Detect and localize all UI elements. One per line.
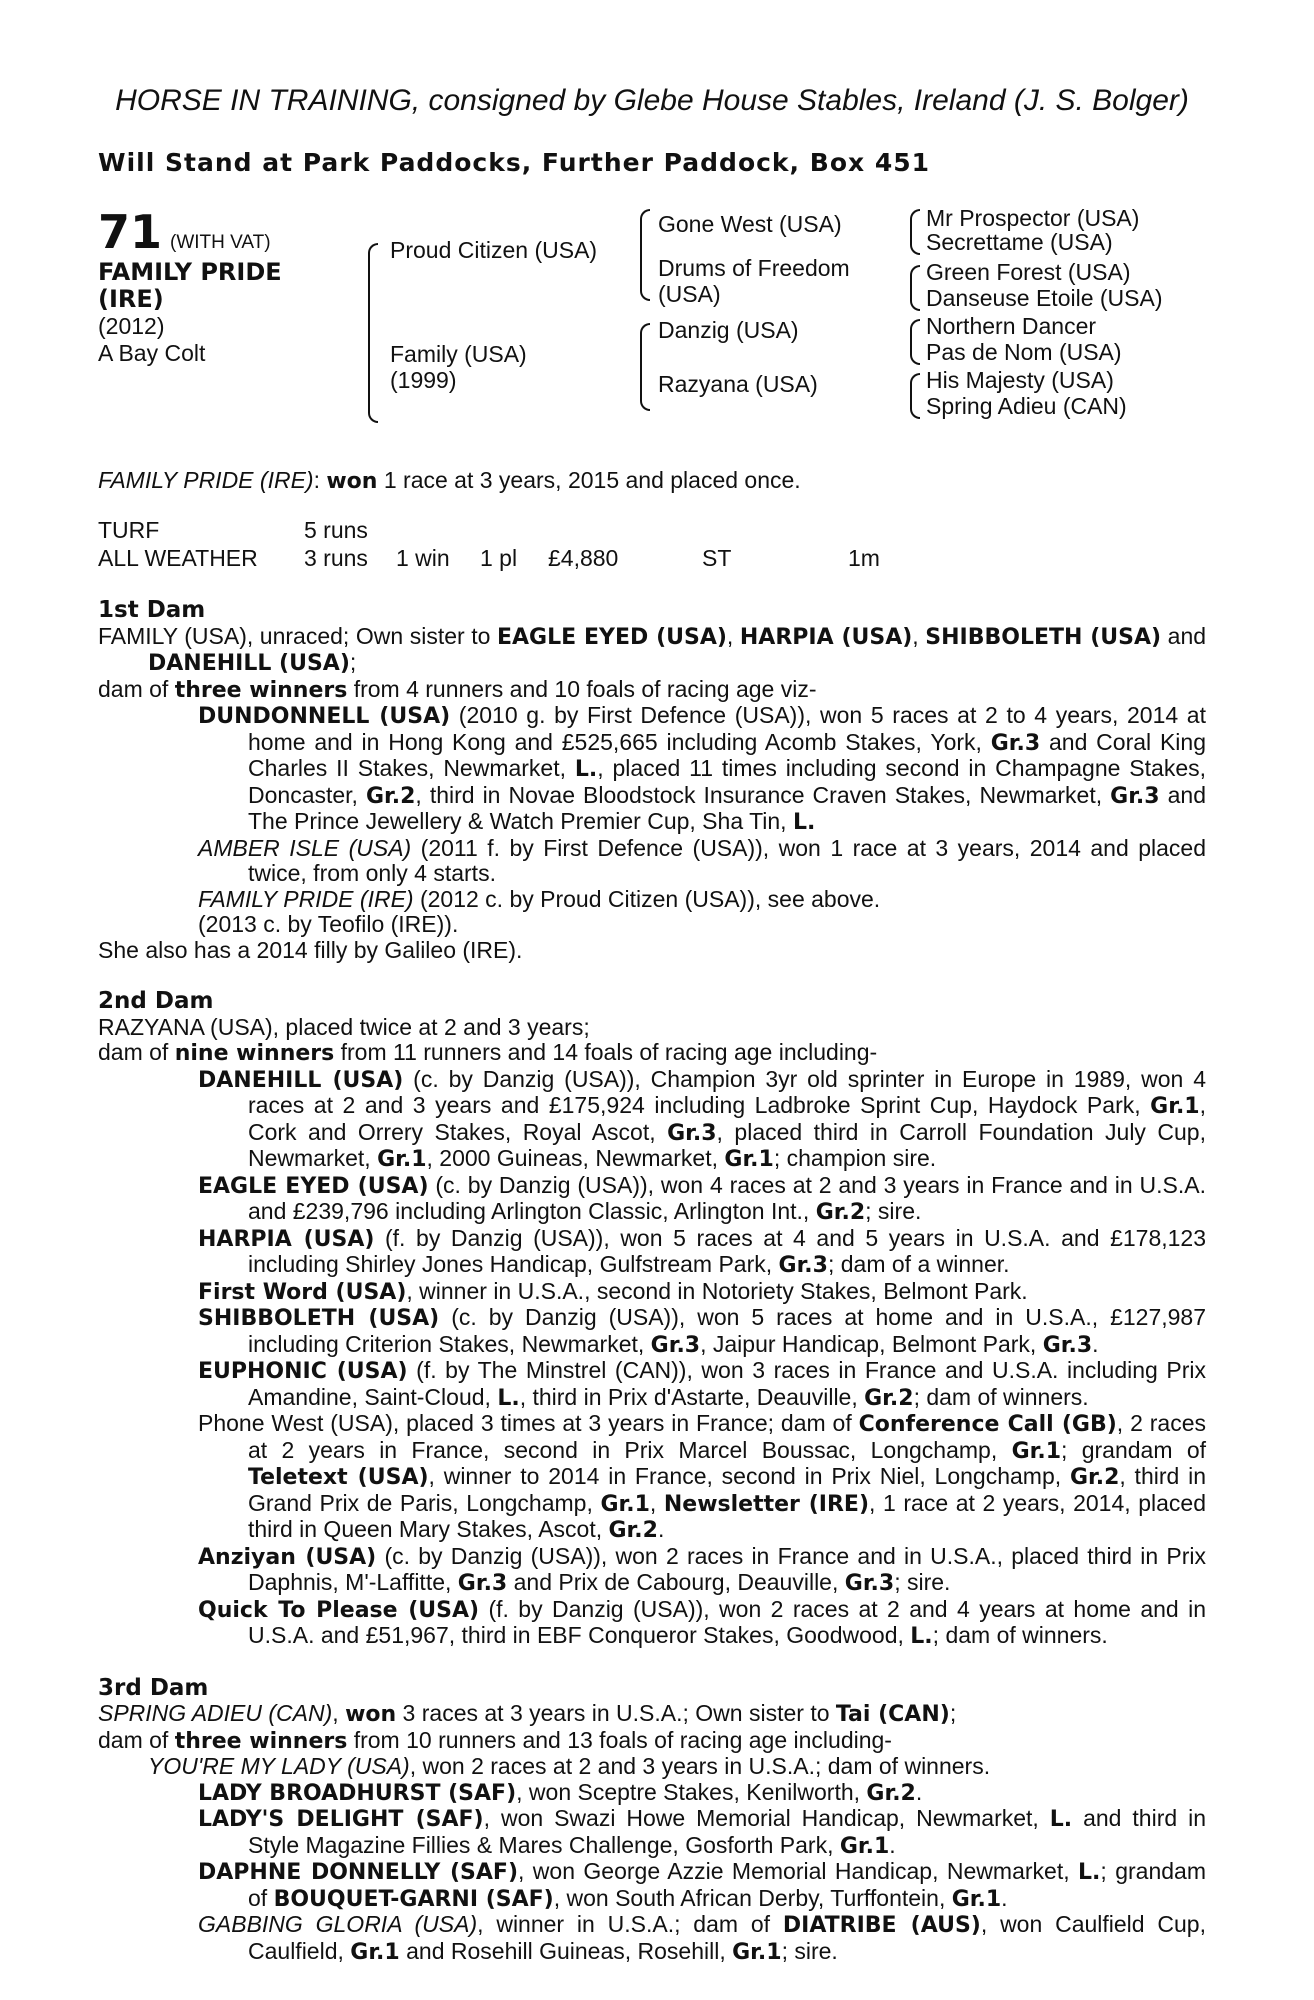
progeny-harpia: HARPIA (USA) (f. by Danzig (USA)), won 5 races at 4 and 5 years in U.S.A. and £178,123 including Shirley Jones Handicap, Gulfstream Park, Gr.3; dam of a winner. — [198, 1224, 1206, 1278]
bracket-gen1 — [368, 243, 378, 423]
progeny-ladys-delight: LADY'S DELIGHT (SAF), won Swazi Howe Memorial Handicap, Newmarket, L. and third in Style Magazine Fillies & Mares Challenge, Gosforth Park, Gr.1. — [198, 1805, 1206, 1859]
progeny-shibboleth: SHIBBOLETH (USA) (c. by Danzig (USA)), won 5 races at home and in U.S.A., £127,987 including Criterion Stakes, Newmarket, Gr.3, Jaipur Handicap, Belmont Park, Gr.3. — [198, 1304, 1207, 1358]
race-record: FAMILY PRIDE (IRE): won 1 race at 3 years, 2015 and placed once. — [98, 467, 801, 494]
bracket-gen2-sire — [640, 209, 650, 301]
gen3-6: Pas de Nom (USA) — [926, 339, 1122, 365]
progeny-euphonic: EUPHONIC (USA) (f. by The Minstrel (CAN)), won 3 races in France and U.S.A. including Prix Amandine, Saint-Cloud, L., third in Prix d'Astarte, Deauville, Gr.2; dam of winners. — [198, 1357, 1206, 1411]
third-dam-intro: SPRING ADIEU (CAN), won 3 races at 3 years in U.S.A.; Own sister to Tai (CAN); — [98, 1700, 957, 1727]
second-dam-produce: dam of nine winners from 11 runners and 14 foals of racing age including- — [98, 1039, 878, 1066]
third-dam-heading: 3rd Dam — [98, 1674, 209, 1701]
pedigree-table — [98, 205, 1206, 451]
sire-sire: Gone West (USA) — [658, 211, 842, 237]
progeny-anziyan: Anziyan (USA) (c. by Danzig (USA)), won 2 races in France and in U.S.A., placed third in Prix Daphnis, M'-Laffitte, Gr.3 and Prix de Cabourg, Deauville, Gr.3; sire. — [198, 1542, 1206, 1596]
progeny-family-pride: FAMILY PRIDE (IRE) (2012 c. by Proud Citizen (USA)), see above. — [198, 885, 881, 912]
gen3-1: Mr Prospector (USA) — [926, 205, 1140, 231]
stats-aw-row: ALL WEATHER 3 runs 1 win 1 pl £4,880 ST 1m — [98, 545, 880, 571]
bracket-gen3-d — [910, 373, 920, 419]
progeny-2014-filly: She also has a 2014 filly by Galileo (IRE). — [98, 936, 523, 963]
progeny-2013-colt: (2013 c. by Teofilo (IRE)). — [198, 911, 459, 937]
gen3-8: Spring Adieu (CAN) — [926, 393, 1127, 419]
bracket-gen3-b — [910, 265, 920, 311]
dam-dam: Razyana (USA) — [658, 371, 818, 397]
dam-line2: (1999) — [390, 367, 457, 393]
progeny-eagle-eyed: EAGLE EYED (USA) (c. by Danzig (USA)), won 4 races at 2 and 3 years in France and in U.S.A. and £239,796 including Arlington Classic, Arlington Int., Gr.2; sire. — [198, 1171, 1206, 1225]
race-stats — [98, 516, 1206, 572]
stand-location: Will Stand at Park Paddocks, Further Paddock, Box 451 — [98, 148, 931, 177]
gen3-7: His Majesty (USA) — [926, 367, 1114, 393]
first-dam-intro: FAMILY (USA), unraced; Own sister to EAGLE EYED (USA), HARPIA (USA), SHIBBOLETH (USA) and DANEHILL (USA); — [98, 622, 1207, 676]
horse-description: A Bay Colt — [98, 340, 206, 366]
bracket-gen3-c — [910, 319, 920, 365]
page-header: HORSE IN TRAINING, consigned by Glebe House Stables, Ireland (J. S. Bolger) — [115, 84, 1189, 117]
first-dam-produce: dam of three winners from 4 runners and 10 foals of racing age viz- — [98, 675, 817, 703]
progeny-lady-broadhurst: LADY BROADHURST (SAF), won Sceptre Stakes, Kenilworth, Gr.2. — [198, 1778, 923, 1806]
sire-dam-line1: Drums of Freedom — [658, 255, 850, 281]
first-dam-section — [98, 598, 1206, 963]
progeny-first-word: First Word (USA), winner in U.S.A., second in Notoriety Stakes, Belmont Park. — [198, 1277, 1028, 1305]
lot-info — [98, 205, 282, 367]
second-dam-intro: RAZYANA (USA), placed twice at 2 and 3 years; — [98, 1013, 590, 1040]
progeny-gabbing-gloria: GABBING GLORIA (USA), winner in U.S.A.; dam of DIATRIBE (AUS), won Caulfield Cup, Caulfield, Gr.1 and Rosehill Guineas, Rosehill, Gr.1; sire. — [198, 1911, 1206, 1965]
dam-sire: Danzig (USA) — [658, 317, 799, 343]
horse-name: FAMILY PRIDE — [98, 258, 282, 286]
second-dam-section — [98, 989, 1206, 1650]
lot-number: 71 — [98, 205, 163, 259]
sire-dam-line2: (USA) — [658, 281, 721, 307]
progeny-danehill: DANEHILL (USA) (c. by Danzig (USA)), Champion 3yr old sprinter in Europe in 1989, won 4 races at 2 and 3 years and £175,924 including Ladbroke Sprint Cup, Haydock Park, Gr.1, Cork and Orrery Stakes, Royal Ascot, Gr.3, placed third in Carroll Foundation July Cup, Newmarket, Gr.1, 2000 Guineas, Newmarket, Gr.1; champion sire. — [198, 1065, 1206, 1172]
gen3-3: Green Forest (USA) — [926, 259, 1131, 285]
third-dam-section — [98, 1676, 1206, 1966]
sire: Proud Citizen (USA) — [390, 237, 598, 263]
first-dam-heading: 1st Dam — [98, 597, 206, 623]
gen3-2: Secrettame (USA) — [926, 229, 1113, 255]
progeny-dundonnell: DUNDONNELL (USA) (2010 g. by First Defence (USA)), won 5 races at 2 to 4 years, 2014 at home and in Hong Kong and £525,665 including Acomb Stakes, York, Gr.3 and Coral King Charles II Stakes, Newmarket, L., placed 11 times including second in Champagne Stakes, Doncaster, Gr.2, third in Novae Bloodstock Insurance Craven Stakes, Newmarket, Gr.3 and The Prince Jewellery & Watch Premier Cup, Sha Tin, L. — [198, 702, 1206, 835]
progeny-amber-isle: AMBER ISLE (USA) (2011 f. by First Defence (USA)), won 1 race at 3 years, 2014 and placed twice, from only 4 starts. — [198, 834, 1207, 886]
progeny-quick-to-please: Quick To Please (USA) (f. by Danzig (USA)), won 2 races at 2 and 4 years at home and in U.S.A. and £51,967, third in EBF Conqueror Stakes, Goodwood, L.; dam of winners. — [198, 1595, 1207, 1649]
dam-line1: Family (USA) — [390, 341, 527, 367]
catalogue-page — [98, 84, 1206, 1965]
progeny-daphne-donnelly: DAPHNE DONNELLY (SAF), won George Azzie Memorial Handicap, Newmarket, L.; grandam of BOUQUET-GARNI (SAF), won South African Derby, Turffontein, Gr.1. — [198, 1858, 1206, 1912]
gen3-4: Danseuse Etoile (USA) — [926, 285, 1163, 311]
progeny-phone-west: Phone West (USA), placed 3 times at 3 years in France; dam of Conference Call (GB), 2 races at 2 years in France, second in Prix Marcel Boussac, Longchamp, Gr.1; grandam of Teletext (USA), winner to 2014 in France, second in Prix Niel, Longchamp, Gr.2, third in Grand Prix de Paris, Longchamp, Gr.1, Newsletter (IRE), 1 race at 2 years, 2014, placed third in Queen Mary Stakes, Ascot, Gr.2. — [198, 1410, 1206, 1543]
bracket-gen3-a — [910, 209, 920, 255]
second-dam-heading: 2nd Dam — [98, 988, 214, 1014]
foaling-year: (2012) — [98, 313, 165, 339]
horse-country: (IRE) — [98, 285, 164, 313]
third-dam-produce: dam of three winners from 10 runners and 13 foals of racing age including- — [98, 1726, 892, 1754]
gen3-5: Northern Dancer — [926, 313, 1097, 339]
stats-turf-row: TURF 5 runs — [98, 517, 368, 543]
progeny-youre-my-lady: YOU'RE MY LADY (USA), won 2 races at 2 and 3 years in U.S.A.; dam of winners. — [148, 1753, 991, 1779]
bracket-gen2-dam — [640, 323, 650, 411]
vat-note: (WITH VAT) — [170, 232, 271, 253]
